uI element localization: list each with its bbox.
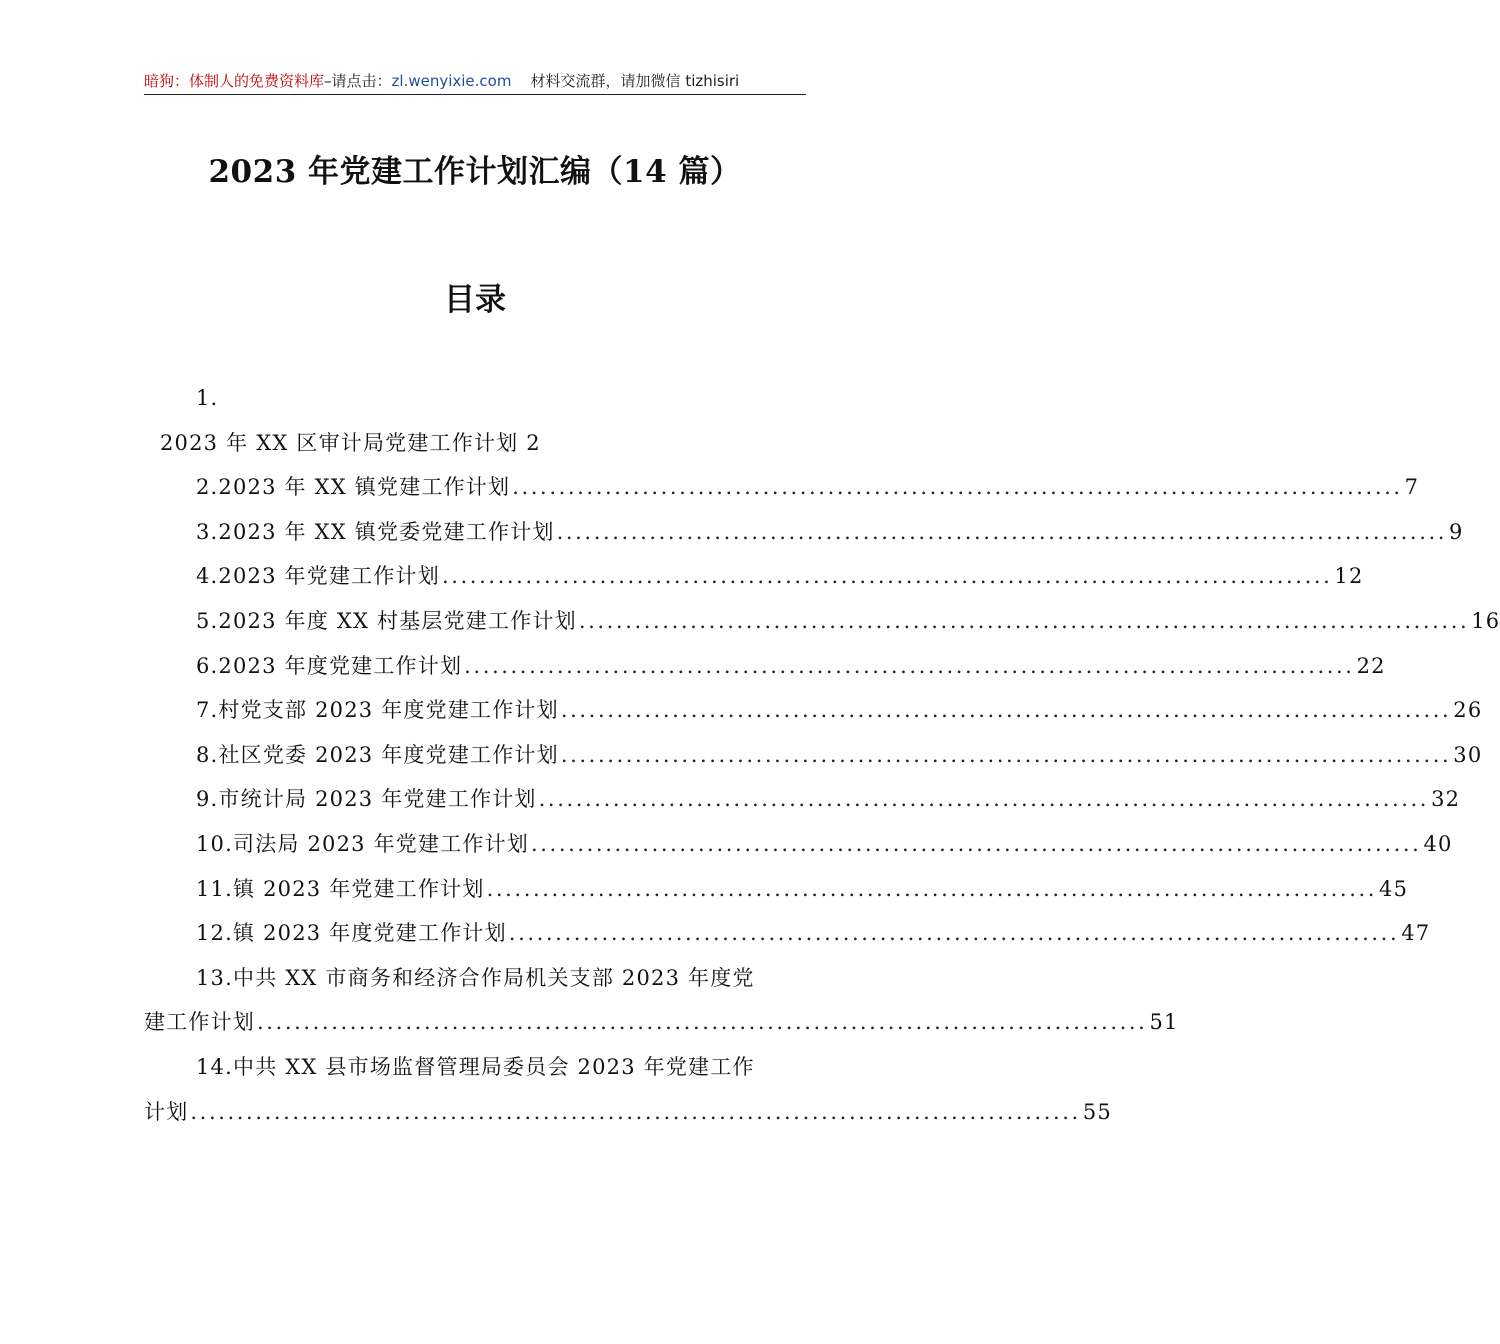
toc-leader-dots: ................................................................................................	[257, 1010, 1148, 1035]
toc-item-title: 10.司法局 2023 年党建工作计划	[196, 831, 529, 856]
toc-item-1-text[interactable]: 2023 年 XX 区审计局党建工作计划 2	[160, 430, 541, 455]
header-divider	[144, 94, 806, 95]
header-wechat-note: 材料交流群，请加微信 tizhisiri	[530, 72, 740, 90]
toc-item[interactable]	[144, 867, 1409, 912]
toc-item-14-line2[interactable]	[144, 1090, 1112, 1135]
toc-item-title: 5.2023 年度 XX 村基层党建工作计划	[196, 608, 577, 633]
toc-item[interactable]	[144, 510, 1464, 555]
toc-item-page: 30	[1453, 742, 1483, 767]
toc-item-page: 47	[1401, 921, 1431, 946]
toc-item-page: 40	[1423, 831, 1453, 856]
header-click-prompt: –请点击：	[324, 72, 392, 90]
toc-leader-dots: ................................................................................................	[486, 876, 1378, 901]
toc-leader-dots: ................................................................................................	[531, 831, 1422, 856]
toc-item-title: 2.2023 年 XX 镇党建工作计划	[196, 475, 511, 500]
toc-leader-dots: ................................................................................................	[464, 653, 1355, 678]
toc-item[interactable]	[144, 822, 1453, 867]
toc-leader-dots: ................................................................................................	[578, 608, 1470, 633]
toc-item[interactable]	[144, 465, 1420, 510]
toc-item-title: 11.镇 2023 年党建工作计划	[196, 876, 485, 901]
toc-leader-dots: ................................................................................................	[556, 519, 1448, 544]
toc-item-page: 26	[1453, 698, 1483, 723]
toc-item-page: 9	[1449, 519, 1464, 544]
toc-item[interactable]	[144, 554, 1364, 599]
toc-item-page: 32	[1431, 787, 1461, 812]
toc-item[interactable]	[144, 688, 1483, 733]
toc-item-14-line1[interactable]	[144, 1045, 806, 1090]
toc-leader-dots: ................................................................................................	[512, 475, 1403, 500]
toc-item[interactable]	[144, 911, 1431, 956]
toc-item-13-title-cont: 建工作计划	[144, 1010, 255, 1035]
toc-leader-dots: ................................................................................................	[190, 1099, 1081, 1124]
toc-item[interactable]	[144, 644, 1386, 689]
toc-item[interactable]	[144, 777, 1461, 822]
toc-item-14-title-cont: 计划	[144, 1099, 189, 1124]
toc-heading: 目录	[444, 282, 506, 318]
toc-item-title: 12.镇 2023 年度党建工作计划	[196, 921, 507, 946]
toc-item-14-title: 14.中共 XX 县市场监督管理局委员会 2023 年党建工作	[196, 1054, 755, 1079]
toc-item-page: 22	[1356, 653, 1386, 678]
toc-item-title: 6.2023 年度党建工作计划	[196, 653, 463, 678]
toc-item-page: 45	[1379, 876, 1409, 901]
toc-item-13-title: 13.中共 XX 市商务和经济合作局机关支部 2023 年度党	[196, 965, 755, 990]
toc-item-title: 8.社区党委 2023 年度党建工作计划	[196, 742, 559, 767]
toc-item-13-line1[interactable]	[144, 956, 806, 1001]
toc-leader-dots: ................................................................................................	[560, 742, 1452, 767]
toc-item-page: 7	[1404, 475, 1420, 500]
toc-leader-dots: ................................................................................................	[508, 921, 1400, 946]
toc-item-13-page: 51	[1149, 1010, 1179, 1035]
table-of-contents	[144, 376, 1500, 1134]
toc-item-14-page: 55	[1082, 1099, 1112, 1124]
toc-item-title: 7.村党支部 2023 年度党建工作计划	[196, 698, 559, 723]
header-site-name: 暗狗：体制人的免费资料库	[144, 72, 325, 90]
toc-item-title: 4.2023 年党建工作计划	[196, 564, 440, 589]
toc-item-page: 12	[1334, 564, 1364, 589]
toc-item-1-number[interactable]: 1.	[196, 386, 219, 410]
toc-item[interactable]	[144, 733, 1483, 778]
toc-item-page: 16	[1471, 608, 1500, 633]
header-url-link[interactable]: zl.wenyixie.com	[391, 72, 512, 90]
toc-item[interactable]	[144, 599, 1500, 644]
toc-item-13-line2[interactable]	[144, 1000, 1179, 1045]
toc-leader-dots: ................................................................................................	[560, 698, 1452, 723]
toc-item-title: 3.2023 年 XX 镇党委党建工作计划	[196, 519, 555, 544]
toc-item-title: 9.市统计局 2023 年党建工作计划	[196, 787, 537, 812]
header-banner	[144, 70, 806, 92]
toc-leader-dots: ................................................................................................	[538, 787, 1430, 812]
document-title: 2023 年党建工作计划汇编（14 篇）	[208, 154, 742, 190]
toc-leader-dots: ................................................................................................	[441, 564, 1333, 589]
